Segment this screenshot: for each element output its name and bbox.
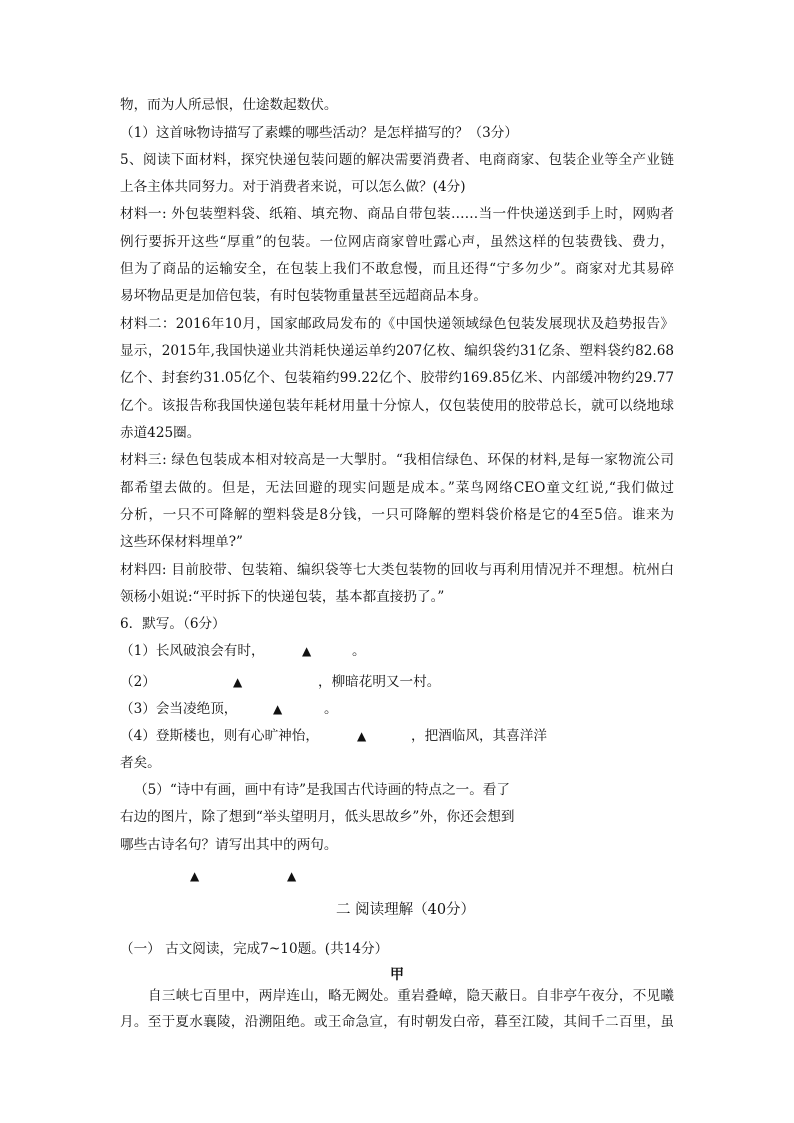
answer-blank-triangle: ▲	[302, 644, 312, 658]
dictation-4-end: ，把酒临风，其喜洋洋	[411, 728, 547, 744]
material-2-line: 亿个、封套约31.05亿个、包装箱约99.22亿个、胶带约169.85亿米、内部缓冲物约29.77	[120, 370, 674, 386]
answer-blank-triangle: ▲	[233, 675, 243, 689]
material-4-line: 领杨小姐说:“平时拆下的快递包装，基本都直接扔了。”	[120, 589, 445, 605]
material-2-line: 亿个。该报告称我国快递包装年耗材用量十分惊人，仅包装使用的胶带总长，就可以绕地球	[120, 398, 674, 414]
material-1-line: 例行要拆开这些“厚重”的包装。一位网店商家曾吐露心声，虽然这样的包装费钱、费力，	[120, 234, 674, 250]
dictation-4-cont: 者矣。	[120, 755, 161, 771]
material-3-line: 这些环保材料埋单?”	[120, 534, 243, 550]
material-4-line: 材料四: 目前胶带、包装箱、编织袋等七大类包装物的回收与再利用情况并不理想。杭州白	[120, 562, 674, 578]
dictation-3-end: 。	[324, 701, 338, 717]
text-line: 上各主体共同努力。对于消费者来说，可以怎么做？(4分)	[120, 179, 466, 195]
answer-blank-triangle: ▲	[190, 869, 200, 883]
material-2-line: 显示，2015年,我国快递业共消耗快递运单约207亿枚、编织袋约31亿条、塑料袋约82.68	[120, 343, 674, 359]
material-1-line: 易坏物品更是加倍包装，有时包装物重量甚至远超商品本身。	[120, 288, 488, 304]
dictation-5: （5）“诗中有画，画中有诗”是我国古代诗画的特点之一。看了	[134, 782, 510, 798]
material-3-line: 材料三: 绿色包装成本相对较高是一大掣肘。“我相信绿色、环保的材料,是每一家物流公司	[120, 452, 674, 468]
question-6-title: 6．默写。（6分）	[120, 616, 226, 632]
dictation-3: （3）会当凌绝顶，	[120, 701, 238, 717]
dictation-2: （2）	[120, 674, 156, 690]
material-3-line: 都希望去做的。但是，无法回避的现实问题是成本。”菜鸟网络CEO童文红说,“我们做过	[120, 480, 674, 496]
text-line: 物，而为人所忌恨，仕途数起数伏。	[120, 97, 338, 113]
dictation-1: （1）长风破浪会有时，	[120, 643, 265, 659]
passage-label: 甲	[390, 967, 404, 983]
passage-line: 自三峡七百里中，两岸连山，略无阙处。重岩叠嶂，隐天蔽日。自非亭午夜分，不见曦	[148, 988, 674, 1004]
material-2-line: 赤道425圈。	[120, 425, 201, 441]
dictation-4: （4）登斯楼也，则有心旷神怡，	[120, 728, 319, 744]
material-1-line: 材料一: 外包装塑料袋、纸箱、填充物、商品自带包装……当一件快递送到手上时，网购者	[120, 206, 674, 222]
material-1-line: 但为了商品的运输安全，在包装上我们不敢怠慢，而且还得“宁多勿少”。商家对尤其易碎	[120, 261, 674, 277]
dictation-2-end: ，柳暗花明又一村。	[318, 674, 441, 690]
answer-blank-triangle: ▲	[273, 702, 283, 716]
answer-blank-triangle: ▲	[287, 869, 297, 883]
dictation-5-cont: 哪些古诗名句？请写出其中的两句。	[120, 837, 338, 853]
question-5-title: 5、阅读下面材料，探究快递包装问题的解决需要消费者、电商商家、包装企业等全产业链	[120, 152, 674, 168]
subsection-heading: （一） 古文阅读，完成7~10题。(共14分）	[120, 941, 389, 957]
passage-line: 月。至于夏水襄陵，沿溯阻绝。或王命急宣，有时朝发白帝，暮至江陵，其间千二百里，虽	[120, 1014, 674, 1030]
question-line: （1）这首咏物诗描写了素蝶的哪些活动？是怎样描写的？（3分）	[120, 125, 518, 141]
section-2-heading: 二 阅读理解（40分）	[336, 902, 476, 918]
dictation-1-end: 。	[352, 643, 366, 659]
material-3-line: 分析，一只不可降解的塑料袋是8分钱，一只可降解的塑料袋价格是它的4至5倍。谁来为	[120, 507, 674, 523]
answer-blank-triangle: ▲	[357, 729, 367, 743]
dictation-5-cont: 右边的图片，除了想到“举头望明月，低头思故乡”外，你还会想到	[120, 809, 515, 825]
material-2-line: 材料二：2016年10月，国家邮政局发布的《中国快递领域绿色包装发展现状及趋势报告》	[120, 316, 674, 332]
